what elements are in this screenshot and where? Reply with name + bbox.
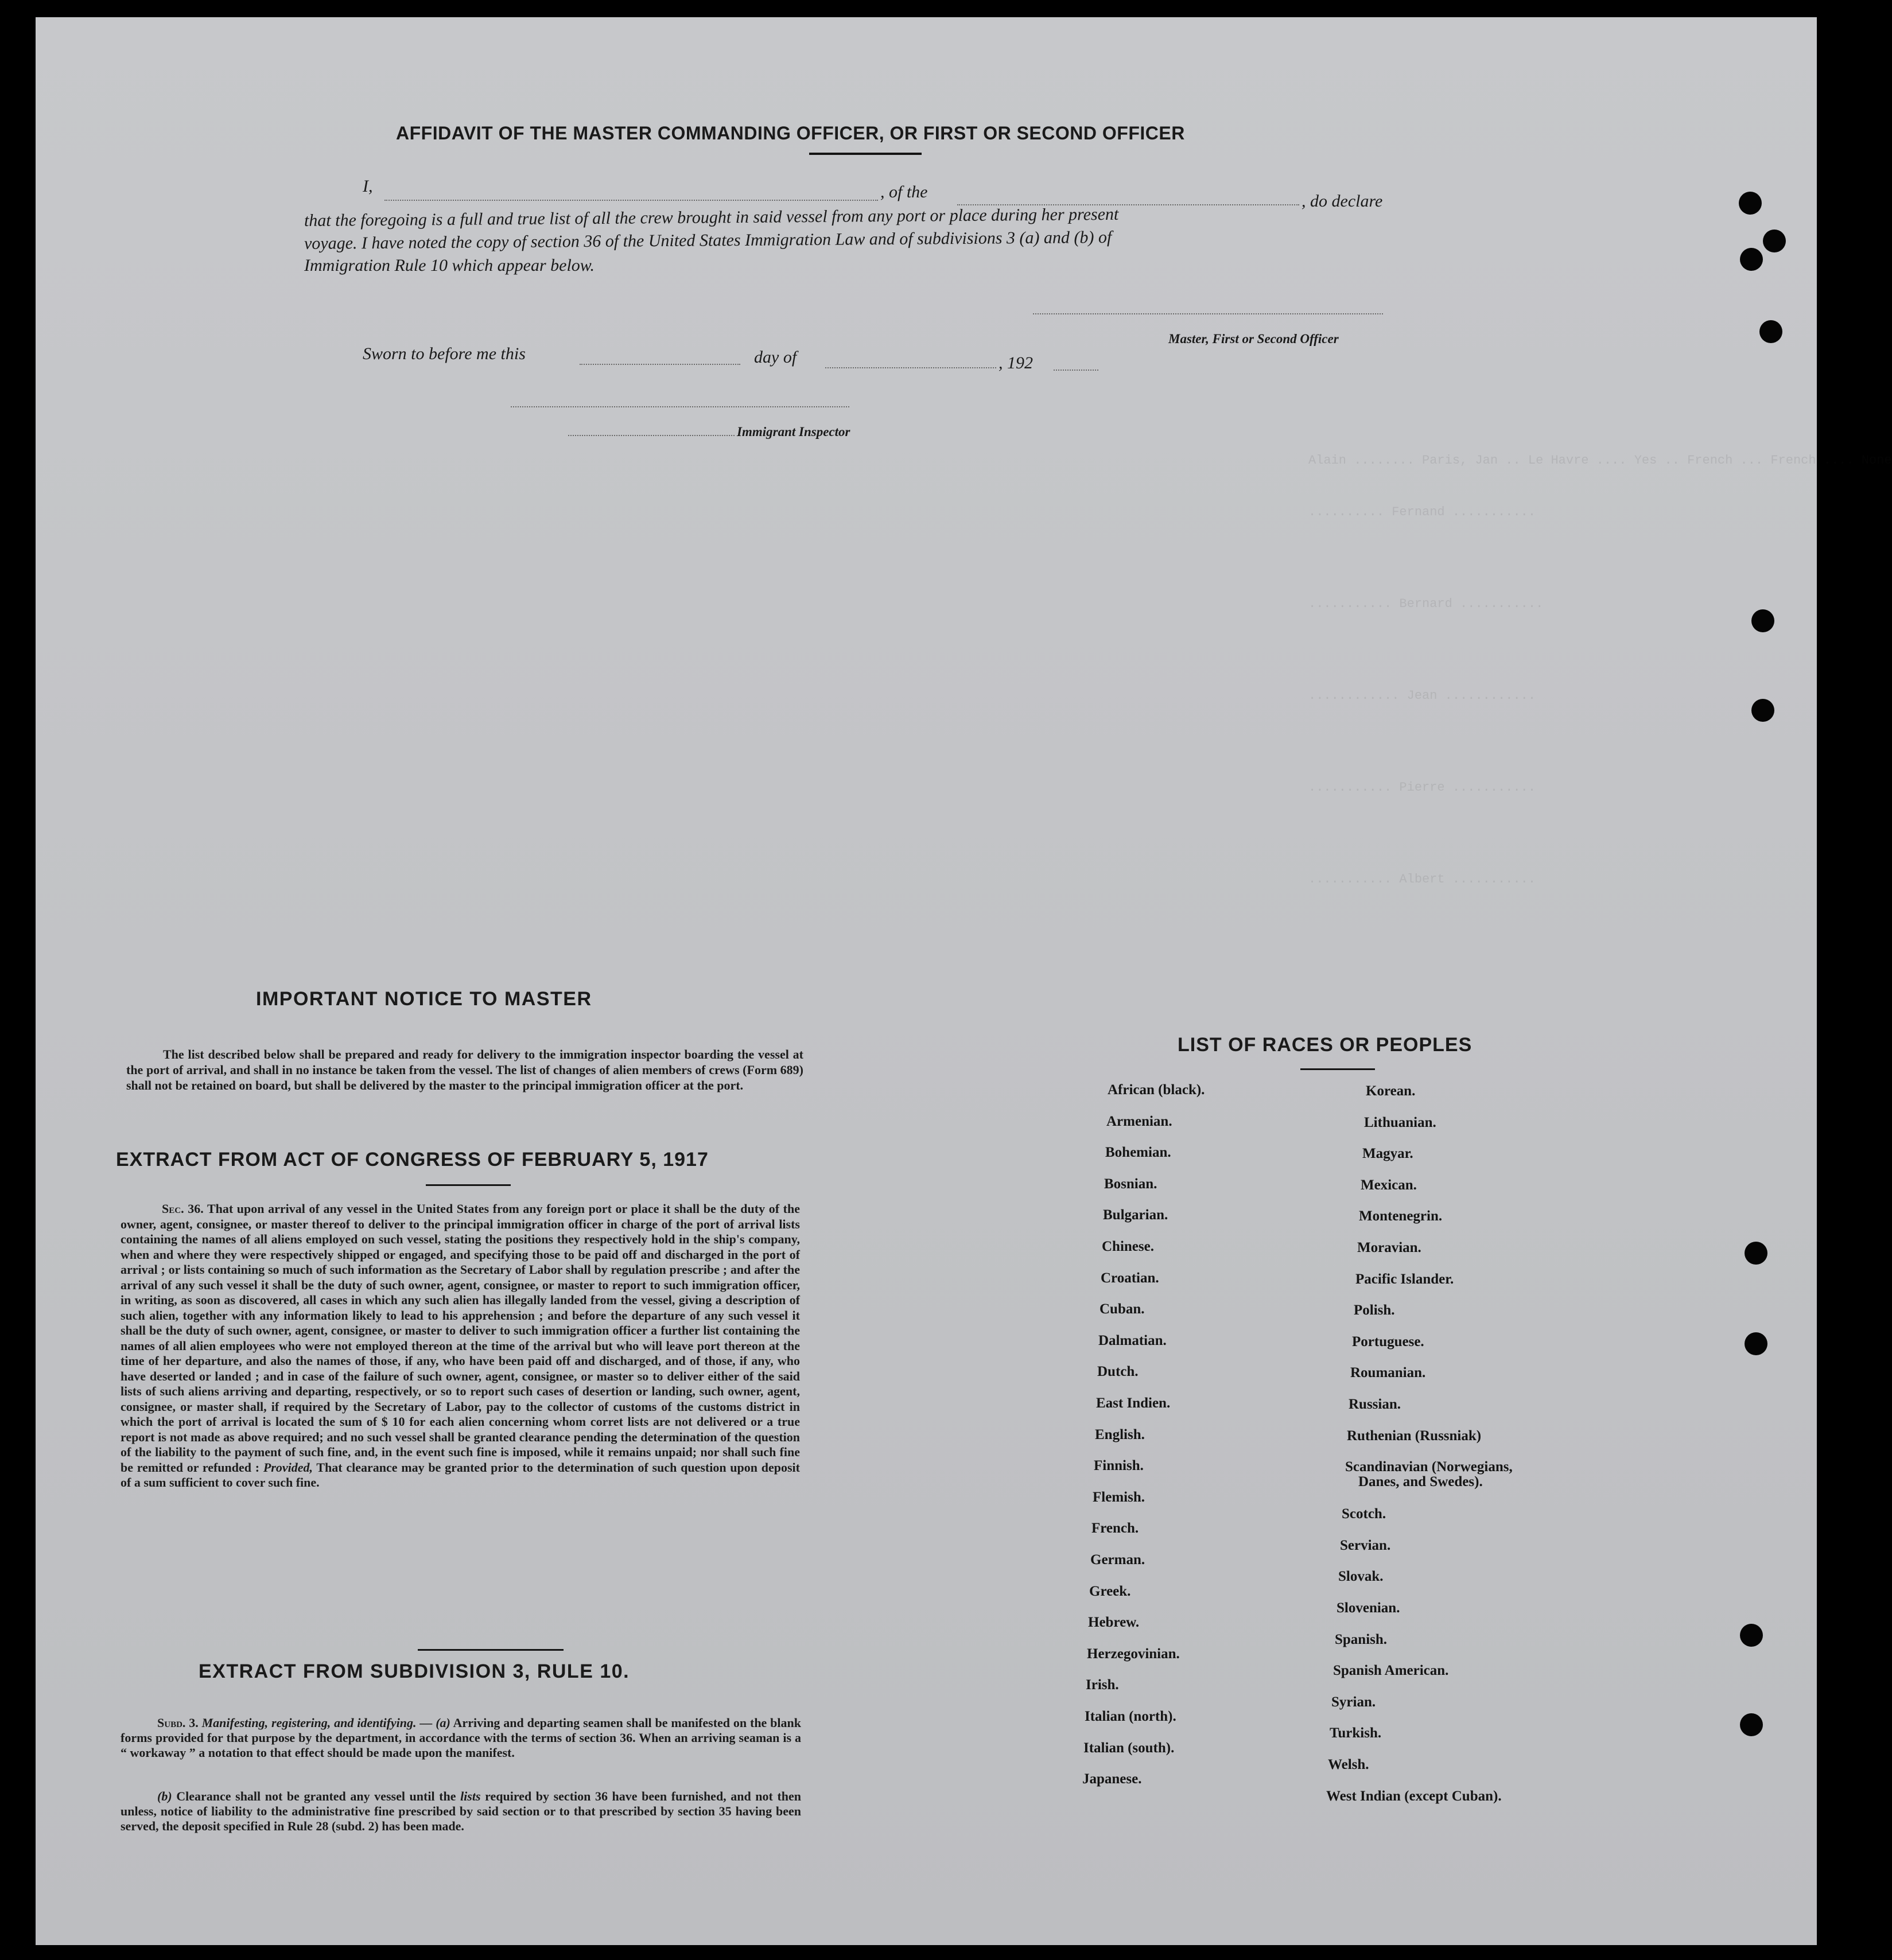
race-item-left: French. [1091, 1520, 1139, 1537]
race-item-right: Magyar. [1362, 1146, 1413, 1162]
act-body-end: That clearance may be granted prior to the determination of such question upon deposit of a sum sufficient to cover such fine. [121, 1460, 800, 1490]
affidavit-line1-i: I, [363, 177, 373, 196]
binder-hole [1763, 230, 1786, 252]
b-label: (b) [157, 1789, 172, 1803]
race-item-left: Dutch. [1097, 1364, 1139, 1380]
sworn-day-blank [580, 364, 740, 365]
race-item-left: German. [1090, 1552, 1145, 1568]
race-item-right: Scandinavian (Norwegians, [1345, 1459, 1513, 1475]
act-body-text: That upon arrival of any vessel in the United States from any foreign port or place it shall be the duty of the owner, agent, consignee, or master thereof to deliver to the principal immigration officer in charge of the port of arrival lists containing the names of all aliens employed on such vessel, stating the positions they respectively hold in the ship's company, when and where they were respectively shipped or engaged, and specifying those to be paid off and discharged in the port of arrival ; or lists containing so much of such information as the Secretary of Labor shall by regulation prescribe ; and after the arrival of any such vessel it shall be the duty of such owner, agent, consignee, or master to report to such immigration officer, in writing, as soon as discovered, all cases in which any such alien has illegally landed from the vessel, giving a description of such alien, together with any information likely to lead to his apprehension ; and before the departure of any such vessel it shall be the duty of such owner, agent, consignee, or master to deliver to such immigration officer a further list containing the names of all alien employees who were not employed thereon at the time of the arrival but who will leave port thereon at the time of her departure, and also the names of those, if any, who have been paid off and discharged, and of those, if any, who have deserted or landed ; and in case of the failure of such owner, agent, consignee, or master so to deliver either of the said lists of such aliens arriving and departing, respectively, or so to report such cases of desertion or landing, such owner, agent, consignee, or master shall, if required by the Secretary of Labor, pay to the collector of customs of the customs district in which the port of arrival is located the sum of $ 10 for each alien concerning whom corret lists are not delivered or a true report is not made as above required; and no such vessel shall be granted clearance pending the determination of the question of the liability to the payment of such fine, and, in the event such fine is imposed, while it remains unpaid; nor shall such fine be remitted or refunded : [121, 1201, 800, 1475]
race-item-right: Spanish. [1335, 1631, 1388, 1647]
binder-hole [1745, 1242, 1767, 1265]
binder-hole [1751, 699, 1774, 722]
race-item-left: Hebrew. [1088, 1615, 1140, 1631]
rule-para-a-text: Arriving and departing seamen shall be manifested on the blank forms provided for that purpose by the department, in accordance with the terms of section 36. When an arriving seaman is a “ workaway ” a notation to that effect should be made upon the manifest. [121, 1716, 801, 1760]
provided-label: Provided, [263, 1460, 313, 1475]
binder-hole [1759, 320, 1782, 343]
year-prefix: , 192 [999, 353, 1033, 372]
binder-hole [1739, 192, 1762, 215]
affidavit-line4: Immigration Rule 10 which appear below. [304, 256, 595, 275]
affidavit-line1-of-the: , of the [880, 182, 928, 201]
binder-hole [1740, 248, 1763, 271]
race-item-right: Danes, and Swedes). [1358, 1474, 1483, 1490]
race-item-right: Ruthenian (Russniak) [1347, 1428, 1482, 1444]
act-body [121, 1201, 800, 1491]
binder-hole [1745, 1332, 1767, 1355]
binder-hole [1740, 1624, 1763, 1647]
race-item-right: Servian. [1340, 1537, 1391, 1553]
act-title: EXTRACT FROM ACT OF CONGRESS OF FEBRUARY 5, 1917 [116, 1149, 709, 1170]
race-item-left: East Indien. [1096, 1395, 1171, 1411]
sworn-label: Sworn to before me this [363, 344, 526, 363]
race-item-left: Flemish. [1093, 1489, 1145, 1505]
race-item-right: Turkish. [1330, 1725, 1382, 1741]
race-item-right: Spanish American. [1333, 1663, 1449, 1679]
race-item-left: Chinese. [1102, 1239, 1154, 1254]
sec-36-label: Sec. 36. [162, 1201, 204, 1216]
races-title-rule [1300, 1068, 1375, 1070]
race-item-left: Irish. [1086, 1677, 1119, 1693]
race-item-right: Polish. [1354, 1302, 1395, 1319]
race-item-left: Croatian. [1101, 1270, 1159, 1286]
inspector-signature-blank [511, 406, 849, 407]
race-item-right: Roumanian. [1350, 1365, 1426, 1381]
affidavit-line3: voyage. I have noted the copy of section 36 of the United States Immigration Law and of subdivisions 3 (a) and (b) of [304, 227, 1112, 253]
race-item-right: Russian. [1349, 1397, 1401, 1412]
binder-hole [1740, 1713, 1763, 1736]
race-item-right: Portuguese. [1352, 1333, 1424, 1350]
race-item-left: Italian (south). [1083, 1740, 1175, 1756]
document-page [36, 17, 1817, 1945]
race-item-left: Japanese. [1082, 1771, 1142, 1787]
race-item-left: Armenian. [1106, 1113, 1172, 1129]
rule-extract-top-rule [418, 1649, 564, 1651]
affidavit-line1-do-declare: , do declare [1302, 192, 1383, 211]
subd-heading: Manifesting, registering, and identifying. — (a) [201, 1716, 450, 1730]
race-item-right: Pacific Islander. [1355, 1271, 1454, 1287]
master-label: Master, First or Second Officer [1168, 332, 1339, 346]
race-item-left: English. [1095, 1426, 1145, 1442]
race-item-right: Mexican. [1361, 1177, 1417, 1193]
races-title: LIST OF RACES OR PEOPLES [1178, 1034, 1473, 1056]
race-item-left: Cuban. [1100, 1301, 1145, 1317]
affidavit-title-rule [809, 153, 922, 155]
rule-para-b [121, 1789, 801, 1834]
race-item-right: Welsh. [1328, 1757, 1369, 1772]
race-item-right: Scotch. [1342, 1506, 1386, 1522]
rule-para-b-text-1: Clearance shall not be granted any vessel until the [176, 1789, 456, 1803]
subd-label: Subd. 3. [157, 1716, 199, 1730]
rule-para-b-text-2: required by section 36 have been furnished, and not then unless, notice of liability to the administrative fine prescribed by said section or to that prescribed by section 35 having been served, the deposit specified in Rule 28 (subd. 2) has been made. [121, 1789, 802, 1833]
rule-para-a [121, 1716, 801, 1760]
race-item-left: Dalmatian. [1098, 1332, 1167, 1348]
lists-word: lists [460, 1789, 481, 1803]
race-item-left: Greek. [1089, 1583, 1131, 1599]
signature-blank [1033, 313, 1383, 314]
race-item-left: Bohemian. [1105, 1145, 1171, 1161]
affidavit-line2: that the foregoing is a full and true list of all the crew brought in said vessel from any port or place during her present [304, 204, 1119, 230]
day-of-label: day of [754, 348, 797, 367]
act-title-rule [426, 1184, 511, 1186]
notice-body: The list described below shall be prepared and ready for delivery to the immigration inspector boarding the vessel at the port of arrival, and shall in no instance be taken from the vessel. The list of changes of alien members of crews (Form 689) shall not be retained on board, but shall be delivered by the master to the principal immigration officer at the port. [126, 1047, 803, 1092]
affidavit-title: AFFIDAVIT OF THE MASTER COMMANDING OFFICER, OR FIRST OR SECOND OFFICER [396, 123, 1185, 143]
race-item-right: West Indian (except Cuban). [1326, 1788, 1502, 1804]
binder-hole [1751, 609, 1774, 632]
race-item-right: Lithuanian. [1364, 1114, 1436, 1130]
race-item-left: African (black). [1108, 1082, 1205, 1098]
race-item-right: Montenegrin. [1359, 1208, 1443, 1224]
inspector-label: Immigrant Inspector [737, 425, 850, 439]
race-item-left: Finnish. [1094, 1458, 1144, 1474]
race-item-left: Bulgarian. [1103, 1207, 1168, 1223]
race-item-right: Moravian. [1357, 1240, 1421, 1255]
rule-title: EXTRACT FROM SUBDIVISION 3, RULE 10. [199, 1660, 630, 1682]
race-item-right: Syrian. [1331, 1694, 1376, 1710]
notice-title: IMPORTANT NOTICE TO MASTER [256, 988, 592, 1010]
inspector-lead-blank [568, 435, 735, 436]
race-item-left: Herzegovinian. [1087, 1646, 1180, 1662]
race-item-right: Korean. [1366, 1083, 1416, 1099]
race-item-right: Slovenian. [1337, 1600, 1400, 1616]
race-item-left: Bosnian. [1104, 1176, 1157, 1192]
race-item-left: Italian (north). [1085, 1709, 1176, 1724]
name-blank [384, 200, 878, 201]
year-blank [1054, 370, 1098, 371]
sworn-month-blank [825, 367, 996, 368]
race-item-right: Slovak. [1338, 1569, 1384, 1585]
